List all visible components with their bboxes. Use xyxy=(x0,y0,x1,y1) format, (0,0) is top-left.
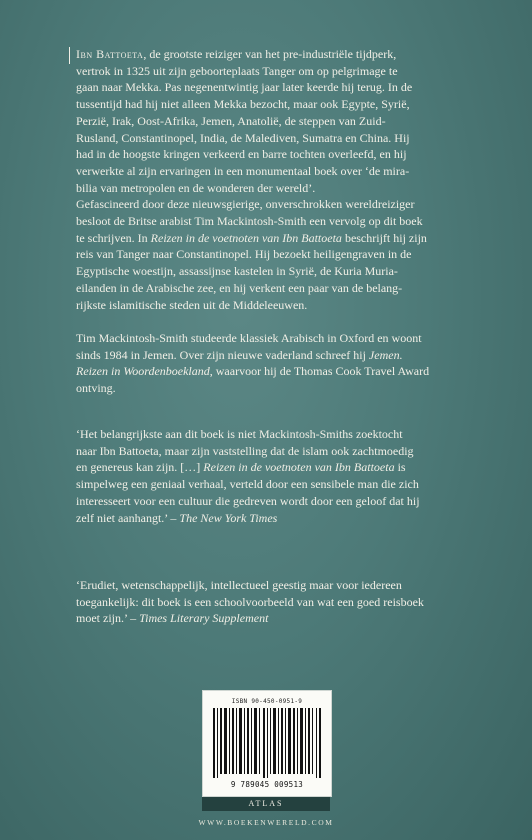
review-quote-tls: ‘Erudiet, wetenschappelijk, intellectueel geestig maar voor iedereen toegankelijk: dit boek is een schoolvoorbeeld van wat een goed reisboek moet zijn.’ – Times Literary Supplement xyxy=(76,578,424,626)
isbn-label: ISBN 90-450-0951-9 xyxy=(231,698,303,705)
website-url: WWW.BOEKENWERELD.COM xyxy=(198,818,334,827)
decorative-rule xyxy=(69,47,70,64)
quote-source: The New York Times xyxy=(179,510,278,525)
review-quote-nyt: ‘Het belangrijkste aan dit boek is niet Mackintosh-Smiths zoektocht naar Ibn Battoeta, maar zijn vaststelling dat de islam ook zachtmoedig en genereus kan zijn. […] Reizen in de voetnoten van Ibn Battoeta is simpelweg een geniaal verhaal, verteld door een sensibele man die zich interesseert voor een cultuur die gedreven wordt door een geloof dat hij zelf niet aanhangt.’ – The New York Times xyxy=(76,427,420,525)
summary-paragraph: Ibn Battoeta, de grootste reiziger van het pre-industriële tijdperk, vertrok in 1325 uit zijn geboorteplaats Tanger om op pelgrimage te gaan naar Mekka. Pas negenentwintig jaar later keerde hij terug. In de tussentijd had hij niet alleen Mekka bezocht, maar ook Egypte, Syrië, Perzië, Irak, Oost-Afrika, Jemen, Anatolië, de steppen van Zuid- Rusland, Constantinopel, India, de Malediven, Sumatra en China. Hij had in de hoogste kringen verkeerd en barre tochten overleefd, en hij verwerkte al zijn ervaringen in een monumentaal boek over ‘de mira- bilia van metropolen en de wonderen der wereld’. Gefascineerd door deze nieuwsgierige, onverschrokken wereldreiziger besloot de Britse arabist Tim Mackintosh-Smith een vervolg op dit boek te schrijven. In Reizen in de voetnoten van Ibn Battoeta beschrijft hij zijn reis van Tanger naar Constantinopel. Hij bezoekt heiligengraven in de Egyptische woestijn, assassijnse kastelen in Syrië, de Kuria Muria- eilanden in de Arabische zee, en hij verkent een paar van de belang- rijkste islamitische steden uit de Middeleeuwen. xyxy=(76,47,427,312)
barcode xyxy=(202,690,332,797)
publisher-logo: ATLAS xyxy=(202,797,330,811)
book-title: Reizen in de voetnoten van Ibn Battoeta xyxy=(150,230,342,245)
lead-name: Ibn Battoeta xyxy=(76,47,144,61)
barcode-digits: 9 789045 009513 xyxy=(230,780,304,789)
barcode-bars xyxy=(213,708,321,778)
previous-book-title: Jemen. xyxy=(368,347,403,362)
previous-book-subtitle: Reizen in Woordenboekland xyxy=(76,364,210,379)
quote-source: Times Literary Supplement xyxy=(139,611,269,626)
author-paragraph: Tim Mackintosh-Smith studeerde klassiek Arabisch in Oxford en woont sinds 1984 in Jemen. Over zijn nieuwe vaderland schreef hij Jemen. Reizen in Woordenboekland, waarvoor hij de Thomas Cook Travel Award ontving. xyxy=(76,331,430,396)
